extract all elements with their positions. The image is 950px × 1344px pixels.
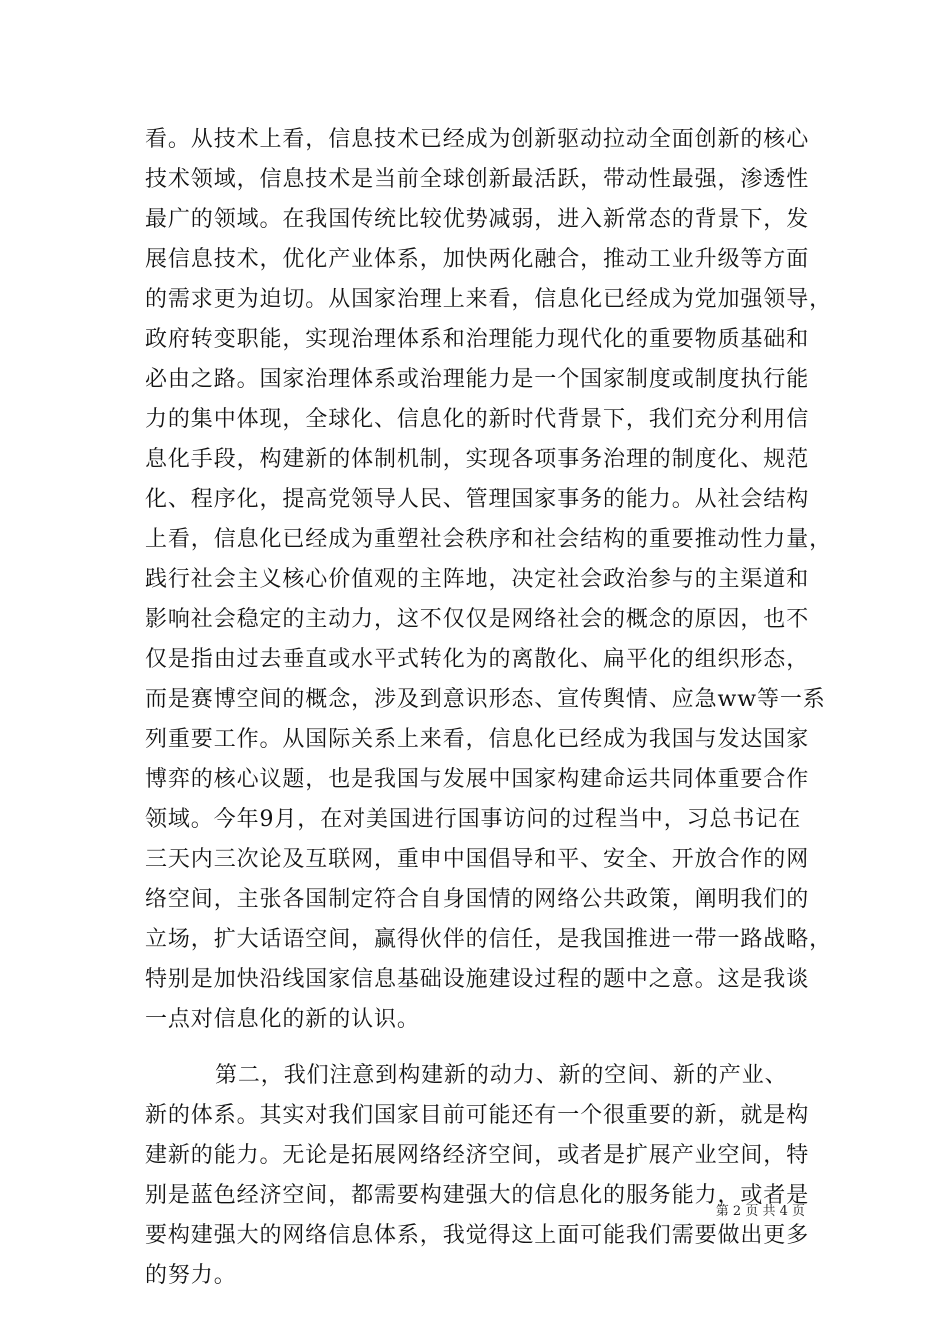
text-line: 列重要工作。从国际关系上来看，信息化已经成为我国与发达国家 <box>145 727 810 752</box>
text-line: 一点对信息化的新的认识。 <box>145 1007 420 1032</box>
text-line: 领域。今年9月，在对美国进行国事访问的过程当中，习总书记在 <box>145 807 802 832</box>
text-line: 必由之路。国家治理体系或治理能力是一个国家制度或制度执行能 <box>145 367 810 392</box>
text-line: 立场，扩大话语空间，赢得伙伴的信任，是我国推进一带一路战略， <box>145 927 833 952</box>
text-line: 看。从技术上看，信息技术已经成为创新驱动拉动全面创新的核心 <box>145 127 810 152</box>
text-line: 的努力。 <box>145 1263 237 1288</box>
text-line: 仅是指由过去垂直或水平式转化为的离散化、扁平化的组织形态， <box>145 647 810 672</box>
page-number-footer: 第 2 页 共 4 页 <box>715 1204 805 1219</box>
paragraph-2 <box>145 1056 817 1296</box>
document-body <box>145 120 833 1296</box>
text-line: 的需求更为迫切。从国家治理上来看，信息化已经成为党加强领导， <box>145 287 833 312</box>
text-line: 展信息技术，优化产业体系，加快两化融合，推动工业升级等方面 <box>145 247 810 272</box>
text-line: 力的集中体现，全球化、信息化的新时代背景下，我们充分利用信 <box>145 407 810 432</box>
text-line: 新的体系。其实对我们国家目前可能还有一个很重要的新，就是构 <box>145 1103 810 1128</box>
text-line: 息化手段，构建新的体制机制，实现各项事务治理的制度化、规范 <box>145 447 810 472</box>
paragraph-1 <box>145 120 833 1040</box>
text-line: 践行社会主义核心价值观的主阵地，决定社会政治参与的主渠道和 <box>145 567 810 592</box>
text-line: 而是赛博空间的概念，涉及到意识形态、宣传舆情、应急ww等一系 <box>145 687 826 712</box>
text-line-indented: 第二，我们注意到构建新的动力、新的空间、新的产业、 <box>215 1063 788 1088</box>
text-line: 络空间，主张各国制定符合自身国情的网络公共政策，阐明我们的 <box>145 887 810 912</box>
text-line: 建新的能力。无论是拓展网络经济空间，或者是扩展产业空间，特 <box>145 1143 810 1168</box>
text-line: 技术领域，信息技术是当前全球创新最活跃，带动性最强，渗透性 <box>145 167 810 192</box>
text-line: 特别是加快沿线国家信息基础设施建设过程的题中之意。这是我谈 <box>145 967 810 992</box>
text-line: 化、程序化，提高党领导人民、管理国家事务的能力。从社会结构 <box>145 487 810 512</box>
text-line: 上看，信息化已经成为重塑社会秩序和社会结构的重要推动性力量， <box>145 527 833 552</box>
paragraph-gap <box>145 1040 817 1056</box>
text-line: 博弈的核心议题，也是我国与发展中国家构建命运共同体重要合作 <box>145 767 810 792</box>
text-line: 要构建强大的网络信息体系，我觉得这上面可能我们需要做出更多 <box>145 1223 810 1248</box>
text-line: 别是蓝色经济空间，都需要构建强大的信息化的服务能力，或者是 <box>145 1183 810 1208</box>
text-line: 影响社会稳定的主动力，这不仅仅是网络社会的概念的原因，也不 <box>145 607 810 632</box>
text-line: 最广的领域。在我国传统比较优势减弱，进入新常态的背景下，发 <box>145 207 810 232</box>
text-line: 政府转变职能，实现治理体系和治理能力现代化的重要物质基础和 <box>145 327 810 352</box>
text-line: 三天内三次论及互联网，重申中国倡导和平、安全、开放合作的网 <box>145 847 810 872</box>
